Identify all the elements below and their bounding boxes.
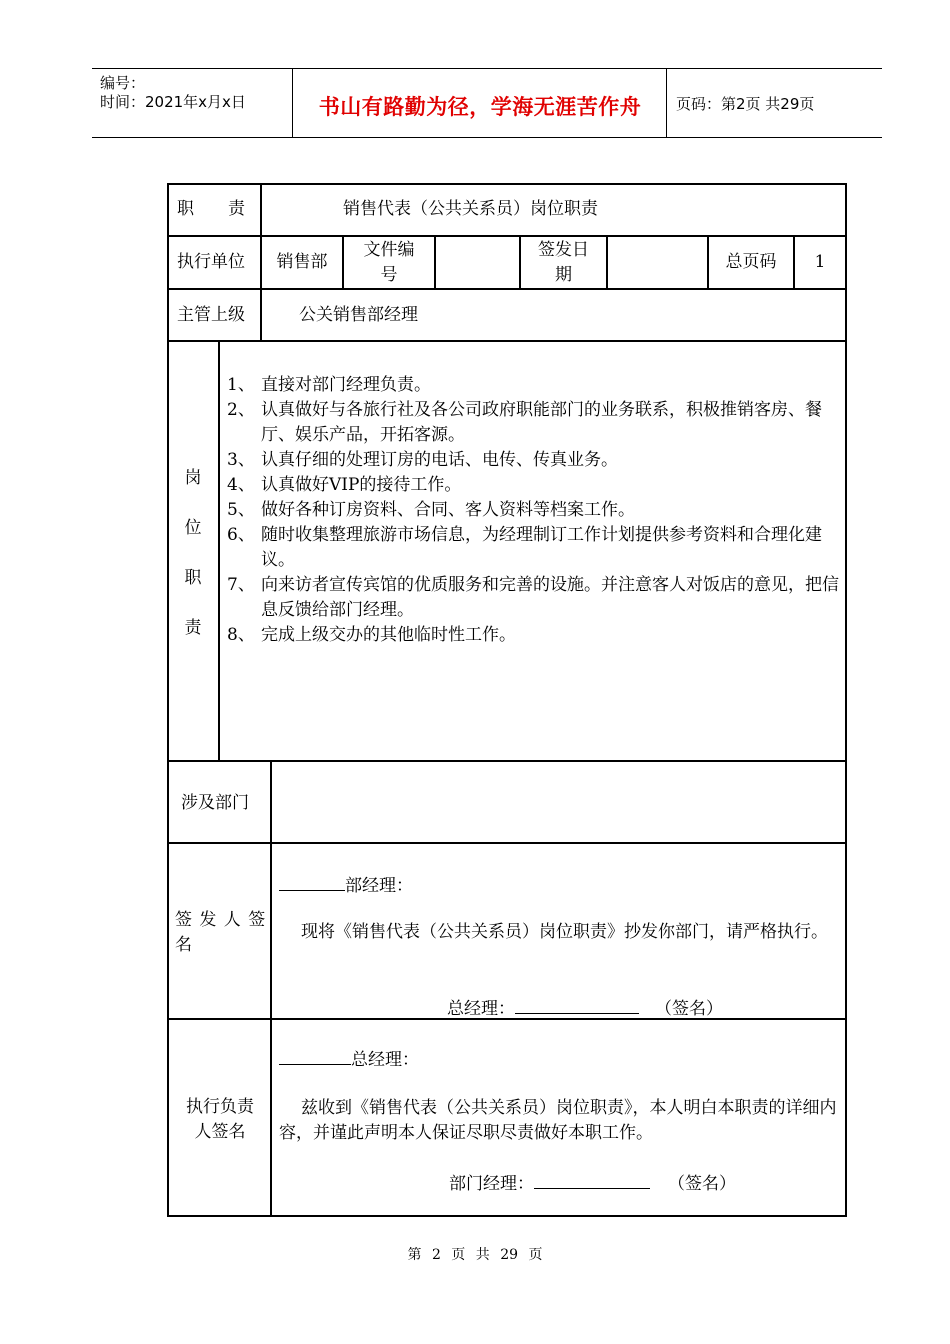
issuer-dept-manager: 部经理：: [345, 876, 413, 896]
issuer-sign-note: （签名）: [655, 999, 723, 1019]
row-divider: [167, 340, 847, 342]
time-label: 时间：2021年x月x日: [100, 93, 246, 111]
title-label: 职 责: [177, 199, 245, 219]
col-divider: [434, 235, 436, 288]
header-divider: [666, 69, 667, 137]
issuer-gm-label: 总经理：: [447, 999, 515, 1019]
supervisor-value: 公关销售部经理: [299, 305, 418, 325]
row-divider: [167, 288, 847, 290]
duty-item: [227, 373, 841, 398]
duties-label-char: 岗: [184, 468, 202, 488]
duty-number: 8、: [227, 625, 255, 645]
departments-label: 涉及部门: [181, 793, 249, 813]
duty-text: 直接对部门经理负责。: [261, 375, 431, 395]
duty-number: 1、: [227, 375, 255, 395]
duty-number: 2、: [227, 400, 255, 420]
total-pages-label: 总页码: [725, 252, 777, 272]
page-header: [92, 68, 882, 138]
duty-text: 向来访者宣传宾馆的优质服务和完善的设施。并注意客人对饭店的意见，把信息反馈给部门经理。: [261, 575, 839, 620]
row-divider: [167, 760, 847, 762]
header-page-info: 页码：第2页 共29页: [676, 95, 815, 113]
duty-number: 7、: [227, 575, 255, 595]
issue-date-label: [521, 238, 606, 288]
duty-number: 4、: [227, 475, 255, 495]
row-divider: [167, 235, 847, 237]
duty-number: 3、: [227, 450, 255, 470]
duty-text: 认真仔细的处理订房的电话、电传、传真业务。: [261, 450, 618, 470]
dept-manager-signature-blank[interactable]: [534, 1170, 650, 1189]
duty-text: 随时收集整理旅游市场信息，为经理制订工作计划提供参考资料和合理化建议。: [261, 525, 822, 570]
header-divider: [292, 69, 293, 137]
supervisor-label: 主管上级: [177, 305, 245, 325]
doc-no-label: [344, 238, 434, 288]
duty-item: [227, 473, 841, 498]
doc-no-label-line1: 文件编: [363, 240, 415, 260]
table-border: [167, 183, 847, 185]
duties-label-char: 职: [184, 568, 202, 588]
doc-no-label-line2: 号: [380, 265, 398, 285]
executor-gm: 总经理：: [351, 1050, 419, 1070]
page-footer: 第 2 页 共 29 页: [407, 1247, 543, 1263]
gm-signature-blank[interactable]: [515, 995, 639, 1014]
header-motto: 书山有路勤为径，学海无涯苦作舟: [318, 95, 642, 119]
issuer-label-line2: 名: [175, 935, 192, 955]
row-divider: [167, 842, 847, 844]
code-label: 编号：: [100, 74, 146, 92]
exec-unit-value: 销售部: [276, 252, 328, 272]
executor-dept-manager-label: 部门经理：: [449, 1174, 534, 1194]
executor-sign-line: [449, 1170, 736, 1197]
duty-number: 6、: [227, 525, 255, 545]
duties-list: [227, 373, 841, 648]
issue-date-label-line2: 期: [555, 265, 572, 285]
duties-label-char: 责: [184, 618, 202, 638]
duty-text: 认真做好VIP的接待工作。: [261, 475, 462, 495]
executor-label: [171, 1095, 269, 1145]
document-title: 销售代表（公共关系员）岗位职责: [343, 199, 598, 219]
issuer-body: 现将《销售代表（公共关系员）岗位职责》抄发你部门，请严格执行。: [301, 922, 828, 942]
issuer-dept-line: [279, 872, 413, 899]
duty-number: 5、: [227, 500, 255, 520]
duty-text: 认真做好与各旅行社及各公司政府职能部门的业务联系，积极推销客房、餐厅、娱乐产品，开拓客源。: [261, 400, 822, 445]
header-meta: [100, 74, 246, 112]
col-divider: [270, 760, 272, 1217]
executor-gm-line: [279, 1046, 419, 1073]
duty-text: 做好各种订房资料、合同、客人资料等档案工作。: [261, 500, 635, 520]
table-border: [167, 1215, 847, 1217]
exec-unit-label: 执行单位: [177, 252, 245, 272]
issue-date-label-line1: 签发日: [538, 240, 589, 260]
duty-text: 完成上级交办的其他临时性工作。: [261, 625, 516, 645]
dept-name-blank[interactable]: [279, 872, 345, 891]
executor-sign-note: （签名）: [668, 1174, 736, 1194]
duty-item: [227, 398, 841, 448]
duty-item: [227, 448, 841, 473]
issuer-label: [175, 908, 267, 958]
issuer-label-line1: 签 发 人 签: [175, 910, 266, 930]
duty-item: [227, 623, 841, 648]
duty-item: [227, 573, 841, 623]
col-divider: [606, 235, 608, 288]
total-pages-value: 1: [814, 252, 826, 272]
issuer-gm-line: [447, 995, 723, 1022]
duty-item: [227, 523, 841, 573]
table-border: [167, 183, 169, 1217]
executor-body: 兹收到《销售代表（公共关系员）岗位职责》，本人明白本职责的详细内容，并谨此声明本人保证尽职尽责做好本职工作。: [279, 1098, 837, 1143]
executor-label-line1: 执行负责: [186, 1097, 254, 1117]
duties-label-char: 位: [184, 518, 202, 538]
table-border: [845, 183, 847, 1217]
duty-item: [227, 498, 841, 523]
name-blank[interactable]: [279, 1046, 351, 1065]
executor-label-line2: 人签名: [194, 1122, 246, 1142]
duty-form-table: [167, 183, 847, 1217]
